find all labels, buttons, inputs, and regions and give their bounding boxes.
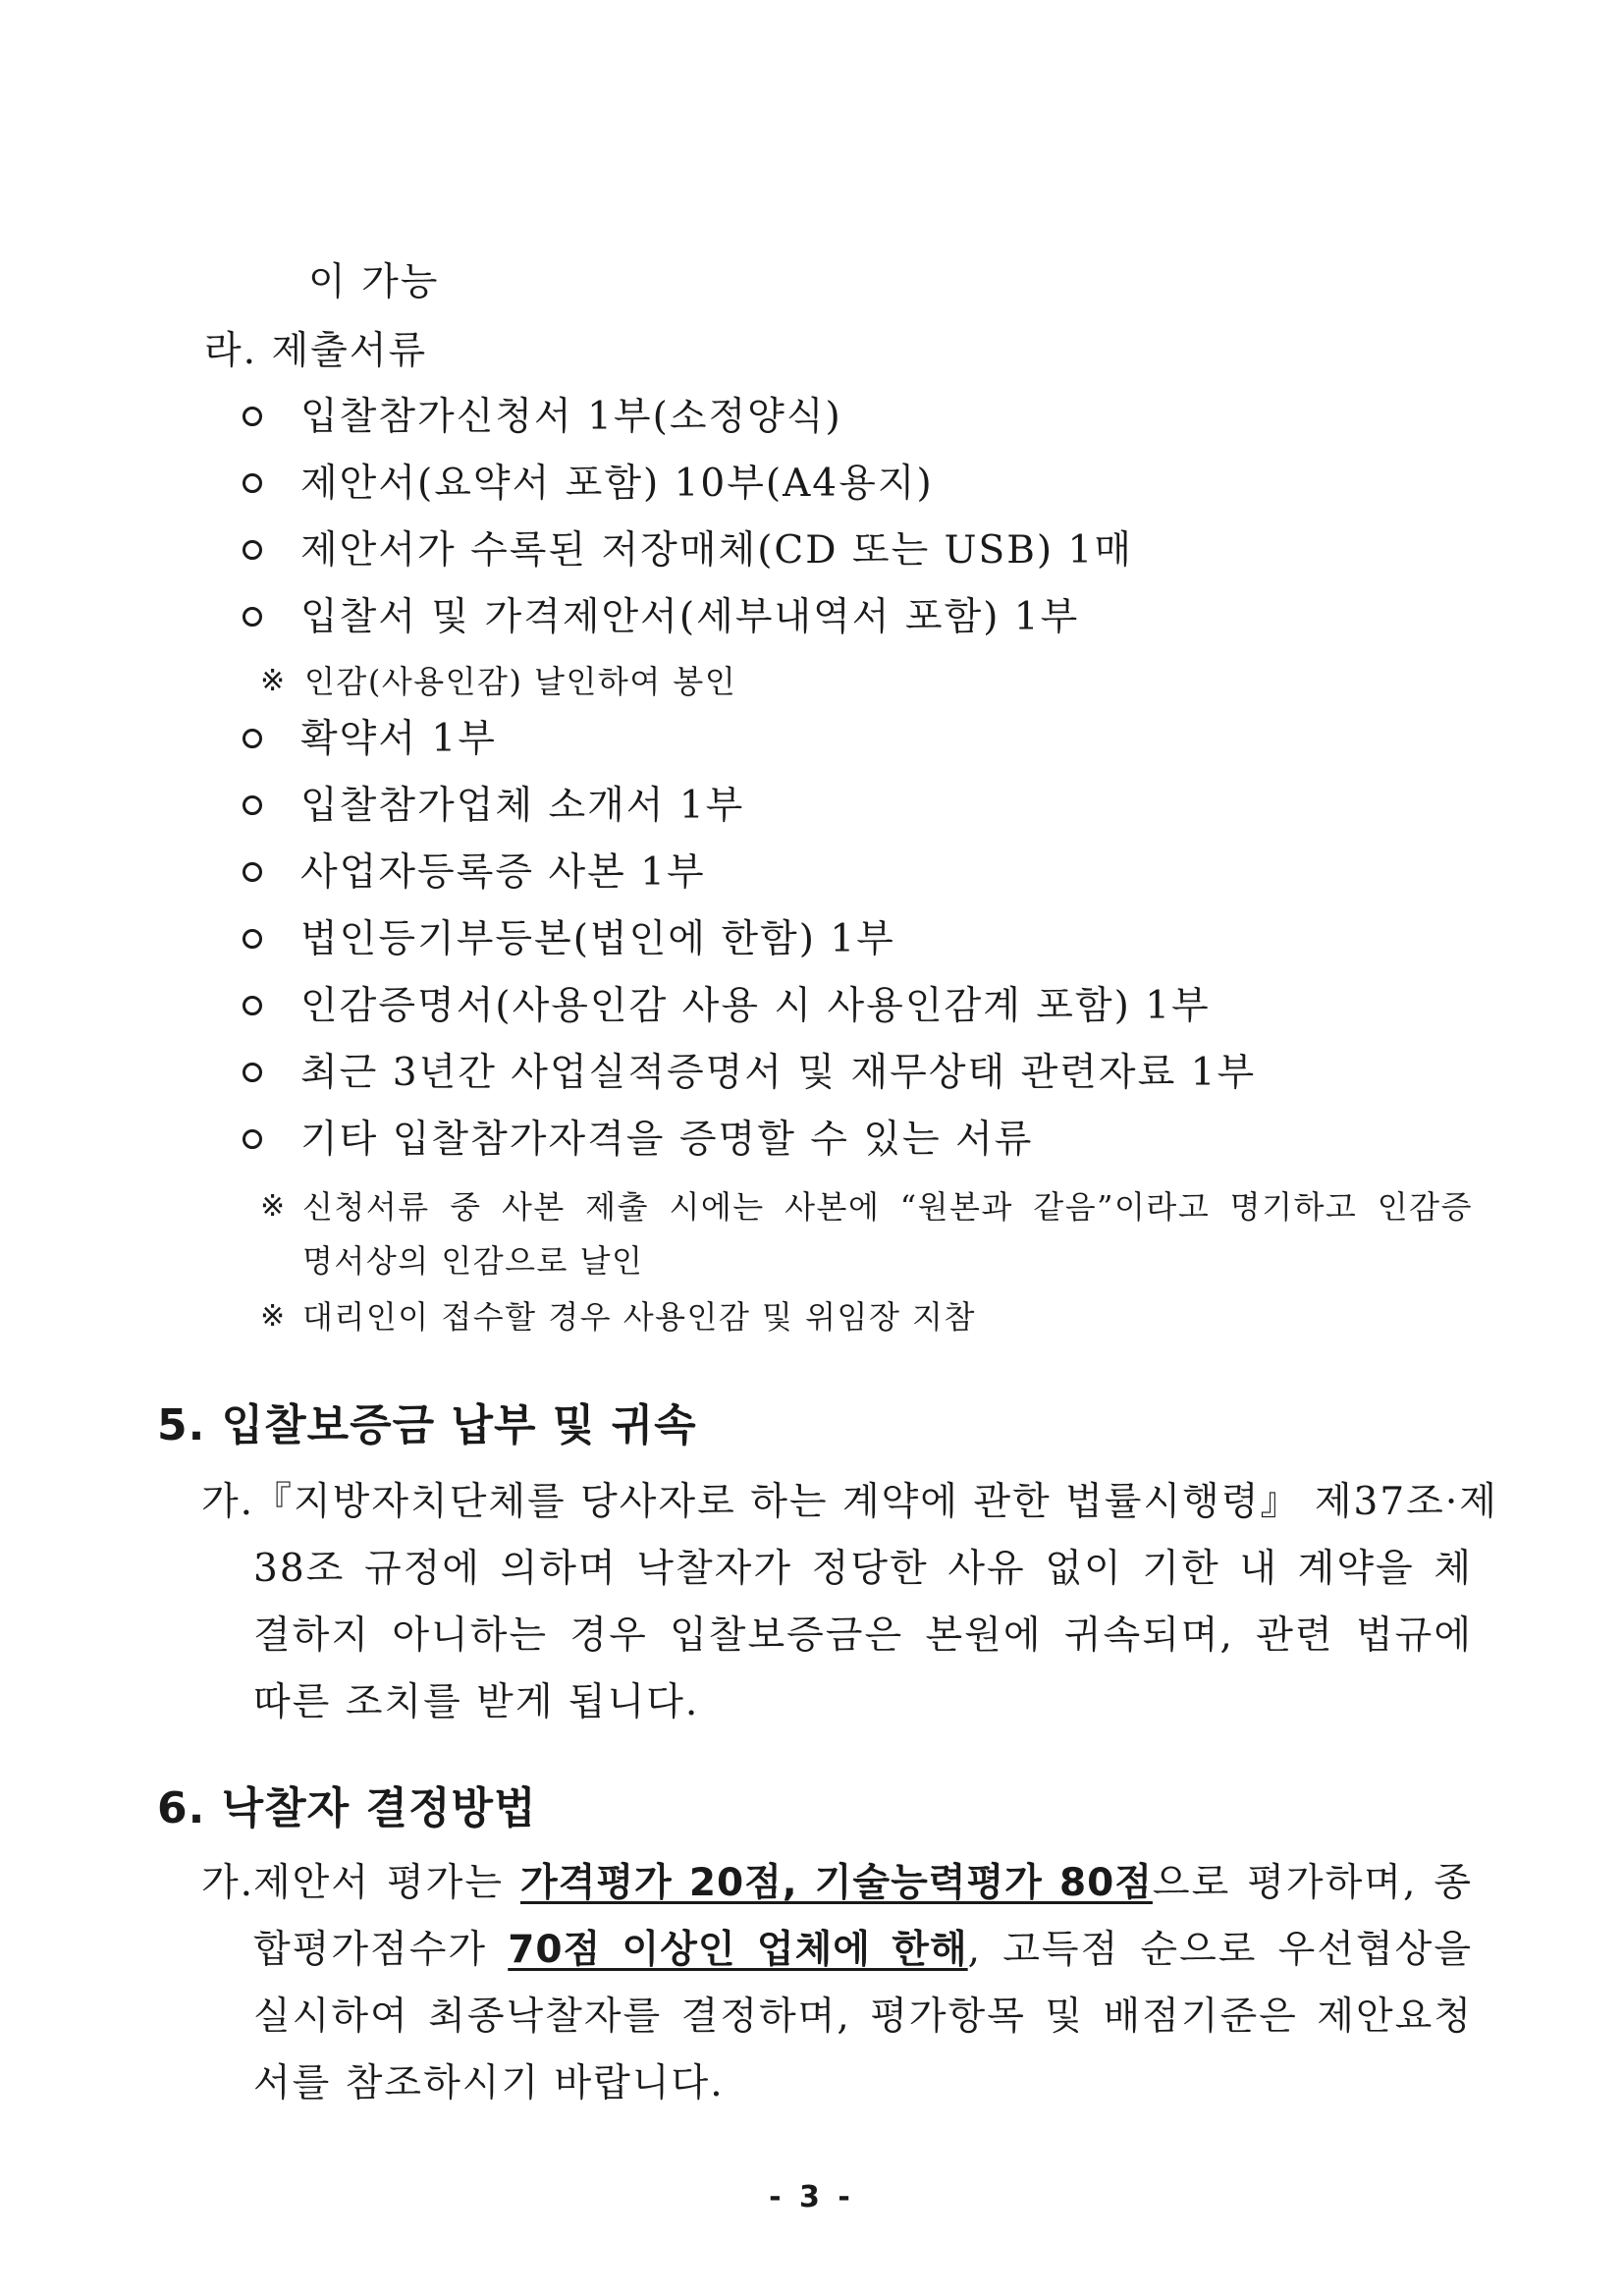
list-item: 입찰서 및 가격제안서(세부내역서 포함) 1부: [300, 595, 1080, 639]
section-5-line: 따른 조치를 받게 됩니다.: [253, 1680, 700, 1724]
bullet-icon: [243, 1063, 262, 1082]
section-6-label: 가.: [201, 1861, 255, 1905]
section-5-line: 『지방자치단체를 당사자로 하는 계약에 관한 법률시행령』 제37조·제: [253, 1480, 1498, 1524]
section-5-line: 결하지 아니하는 경우 입찰보증금은 본원에 귀속되며, 관련 법규에: [253, 1613, 1473, 1658]
score-emphasis: 가격평가 20점, 기술능력평가 80점: [520, 1861, 1153, 1905]
continuation-text: 이 가능: [308, 260, 440, 304]
list-item: 사업자등록증 사본 1부: [300, 850, 706, 895]
list-item: 법인등기부등본(법인에 한함) 1부: [300, 917, 895, 961]
list-item: 입찰참가업체 소개서 1부: [300, 784, 745, 828]
list-item: 기타 입찰참가자격을 증명할 수 있는 서류: [300, 1118, 1034, 1162]
section-6-text: 으로 평가하며, 종: [1152, 1861, 1473, 1905]
section-6-text: 합평가점수가: [253, 1928, 509, 1972]
bullet-icon: [243, 1129, 262, 1149]
section-5-heading: 5. 입찰보증금 납부 및 귀속: [157, 1400, 697, 1450]
bullet-icon: [243, 929, 262, 949]
list-item: 제안서가 수록된 저장매체(CD 또는 USB) 1매: [300, 528, 1134, 573]
section-6-line: [253, 1928, 1473, 1972]
note-mark-icon: ※: [260, 1189, 286, 1224]
page-number: - 3 -: [769, 2180, 854, 2214]
threshold-emphasis: 70점 이상인 업체에 한해: [508, 1928, 968, 1972]
note-mark-icon: ※: [260, 664, 286, 698]
section-6-line: 서를 참조하시기 바랍니다.: [253, 2061, 725, 2105]
bullet-icon: [243, 996, 262, 1015]
bullet-icon: [243, 607, 262, 627]
list-item: 인감증명서(사용인감 사용 시 사용인감계 포함) 1부: [300, 984, 1211, 1028]
note-copy-line2: 명서상의 인감으로 날인: [302, 1242, 644, 1280]
note-copy-line1: 신청서류 중 사본 제출 시에는 사본에 “원본과 같음”이라고 명기하고 인감증: [302, 1188, 1473, 1226]
note-seal: 인감(사용인감) 날인하여 봉인: [304, 663, 737, 700]
section-6-line: 실시하여 최종낙찰자를 결정하며, 평가항목 및 배점기준은 제안요청: [253, 1995, 1473, 2039]
section-6-text: , 고득점 순으로 우선협상을: [967, 1928, 1473, 1972]
section-d-title: 라. 제출서류: [204, 329, 428, 373]
section-5-line: 38조 규정에 의하며 낙찰자가 정당한 사유 없이 기한 내 계약을 체: [253, 1547, 1473, 1591]
note-mark-icon: ※: [260, 1299, 286, 1334]
list-item: 제안서(요약서 포함) 10부(A4용지): [300, 462, 934, 506]
list-item: 확약서 1부: [300, 717, 497, 761]
section-6-heading: 6. 낙찰자 결정방법: [157, 1783, 537, 1833]
list-item: 입찰참가신청서 1부(소정양식): [300, 395, 842, 439]
bullet-icon: [243, 540, 262, 560]
bullet-icon: [243, 795, 262, 815]
section-5-label: 가.: [201, 1480, 255, 1524]
note-agent: 대리인이 접수할 경우 사용인감 및 위임장 지참: [302, 1298, 976, 1336]
bullet-icon: [243, 407, 262, 426]
bullet-icon: [243, 729, 262, 748]
bullet-icon: [243, 862, 262, 882]
section-6-text: 제안서 평가는: [253, 1861, 520, 1905]
list-item: 최근 3년간 사업실적증명서 및 재무상태 관련자료 1부: [300, 1051, 1257, 1095]
bullet-icon: [243, 473, 262, 493]
section-6-line: [253, 1861, 1473, 1905]
